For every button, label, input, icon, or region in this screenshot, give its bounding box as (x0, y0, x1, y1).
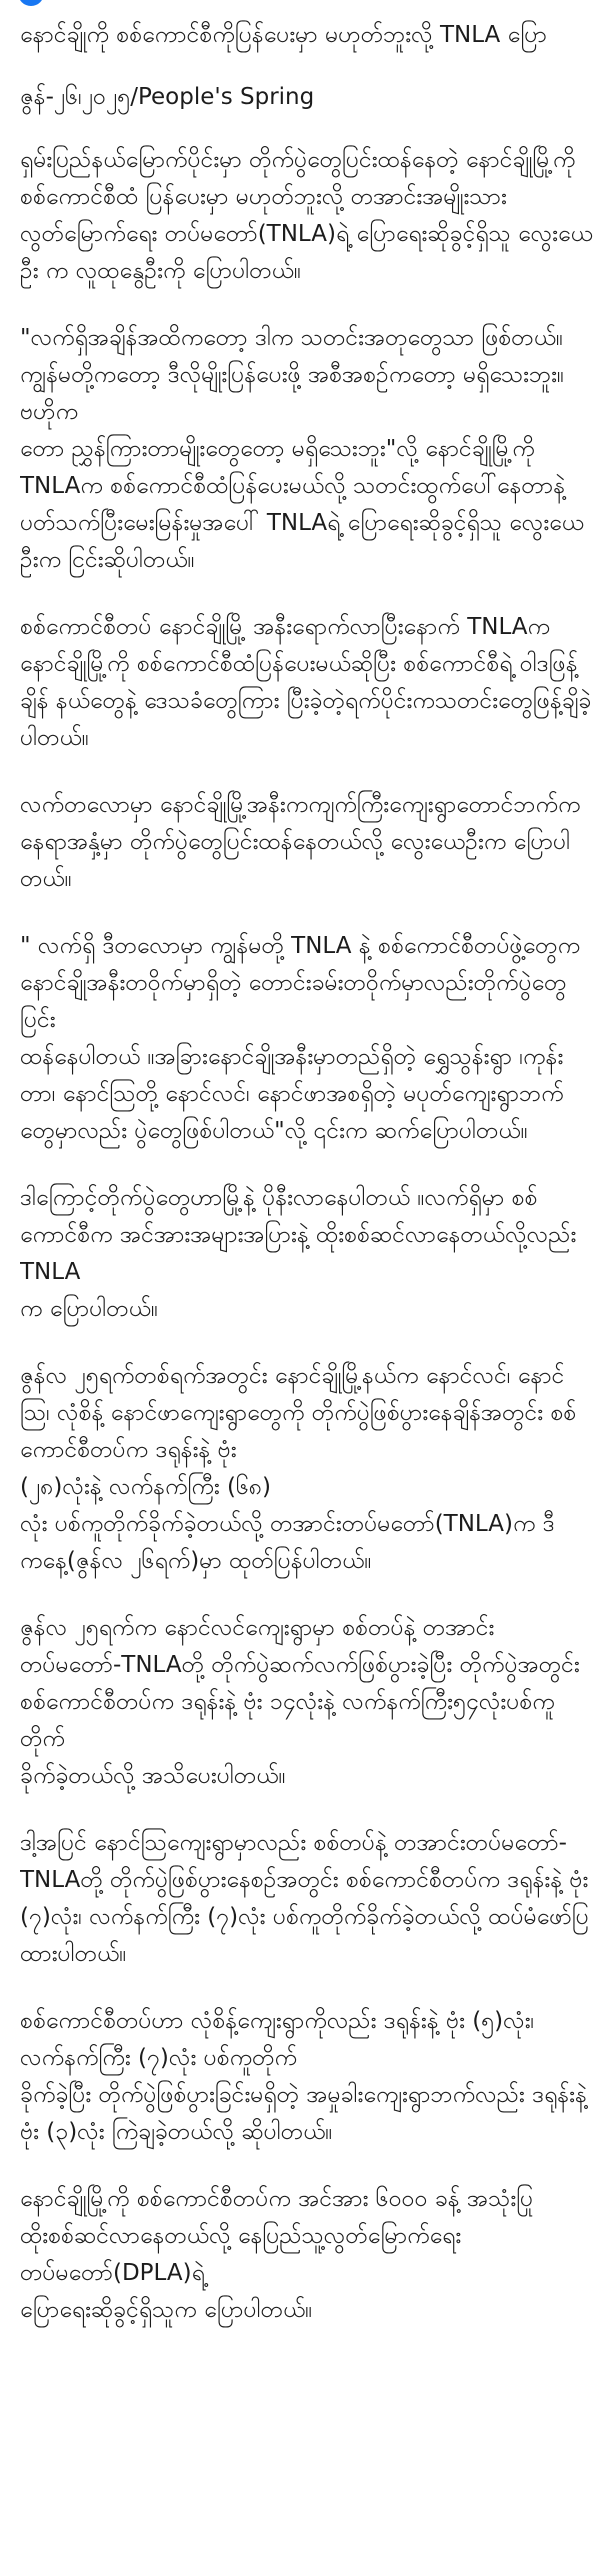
paragraph-7: ဇွန်လ ၂၅ရက်တစ်ရက်အတွင်း နောင်ချိုမြို့နယ်က နောင်လင်၊ နောင်ဩ၊ လုံစိန့် နောင်ဖာကျေးရွာတွေကို တိုက်ပွဲဖြစ်ပွားနေချိန်အတွင်း စစ်ကောင်စီတပ်က ဒရုန်းနဲ့ ဗုံး (၂၈)လုံးနဲ့ လက်နက်ကြီး (၆၈) လုံး ပစ်ကူတိုက်ခိုက်ခဲ့တယ်လို့ တအာင်းတပ်မတော်(TNLA)က ဒီကနေ့(ဇွန်လ ၂၆ရက်)မှာ ထုတ်ပြန်ပါတယ်။ (20, 1363, 577, 1574)
avatar-icon (18, 0, 44, 6)
paragraph-10: စစ်ကောင်စီတပ်ဟာ လုံစိန့်ကျေးရွာကိုလည်း ဒရုန်းနဲ့ ဗုံး (၅)လုံး၊ လက်နက်ကြီး (၇)လုံး ပစ်ကူတိုက် ခိုက်ခဲ့ပြီး တိုက်ပွဲဖြစ်ပွားခြင်းမရှိတဲ့ အမှုခါးကျေးရွာဘက်လည်း ဒရုန်းနဲ့ ဗုံး (၃)လုံး ကြဲချခဲ့တယ်လို့ ဆိုပါတယ်။ (20, 2008, 587, 2145)
paragraph-8: ဇွန်လ ၂၅ရက်က နောင်လင်ကျေးရွာမှာ စစ်တပ်နဲ့ တအာင်းတပ်မတော်-TNLAတို့ တိုက်ပွဲဆက်လက်ဖြစ်ပွားခဲ့ပြီး တိုက်ပွဲအတွင်း စစ်ကောင်စီတပ်က ဒရုန်းနဲ့ ဗုံး ၁၄လုံးနဲ့ လက်နက်ကြီး၅၄လုံးပစ်ကူတိုက် ခိုက်ခဲ့တယ်လို့ အသိပေးပါတယ်။ (20, 1615, 580, 1789)
paragraph-3: စစ်ကောင်စီတပ် နောင်ချိုမြို့ အနီးရောက်လာပြီးနောက် TNLAက နောင်ချိုမြို့ကို စစ်ကောင်စီထံပြန်ပေးမယ်ဆိုပြီး စစ်ကောင်စီရဲ့ ဝါဒဖြန့်ချိန် နယ်တွေနဲ့ ဒေသခံတွေကြား ပြီးခဲ့တဲ့ရက်ပိုင်းကသတင်းတွေဖြန့်ချိခဲ့ပါတယ်။ (20, 614, 592, 751)
top-strip (0, 0, 612, 10)
dateline: ဇွန်-၂၆၊၂၀၂၅/People's Spring (20, 84, 315, 110)
paragraph-4: လက်တလောမှာ နောင်ချိုမြို့အနီးကကျက်ကြီးကျေးရွာတောင်ဘက်က နေရာအနှံ့မှာ တိုက်ပွဲတွေပြင်းထန်နေတယ်လို့ လွေးယေဦးက ပြောပါတယ်။ (20, 792, 581, 892)
article (20, 18, 594, 2550)
paragraph-5: " လက်ရှိ ဒီတလောမှာ ကျွန်မတို့ TNLA နဲ့ စစ်ကောင်စီတပ်ဖွဲ့တွေက နောင်ချိုအနီးတဝိုက်မှာရှိတဲ့ တောင်းခမ်းတဝိုက်မှာလည်းတိုက်ပွဲတွေပြင်း ထန်နေပါတယ် ။အခြားနောင်ချိုအနီးမှာတည်ရှိတဲ့ ရွှေသွန်းရွာ ၊ကုန်းတာ၊ နောင်ဩတို့ နောင်လင်၊ နောင်ဖာအစရှိတဲ့ မပုတ်ကျေးရွာဘက်တွေမှာလည်း ပွဲတွေဖြစ်ပါတယ်"လို့ ၎င်းက ဆက်ပြောပါတယ်။ (20, 933, 581, 1144)
paragraph-6: ဒါကြောင့်တိုက်ပွဲတွေဟာမြို့နဲ့ ပိုနီးလာနေပါတယ် ။လက်ရှိမှာ စစ်ကောင်စီက အင်အားအများအပြားနဲ့ ထိုးစစ်ဆင်လာနေတယ်လို့လည်း TNLA က ပြောပါတယ်။ (20, 1185, 577, 1322)
paragraph-11: နောင်ချိုမြို့ကို စစ်ကောင်စီတပ်က အင်အား ၆၀၀၀ ခန့် အသုံးပြု ထိုးစစ်ဆင်လာနေတယ်လို့ နေပြည်သူ့လွတ်မြောက်ရေးတပ်မတော်(DPLA)ရဲ့ ပြောရေးဆိုခွင့်ရှိသူက ပြောပါတယ်။ (20, 2186, 534, 2323)
paragraph-1: ရှမ်းပြည်နယ်မြောက်ပိုင်းမှာ တိုက်ပွဲတွေပြင်းထန်နေတဲ့ နောင်ချိုမြို့ကို စစ်ကောင်စီထံ ပြန်ပေးမှာ မဟုတ်ဘူးလို့ တအာင်းအမျိုးသားလွတ်မြောက်ရေး တပ်မတော်(TNLA)ရဲ့ ပြောရေးဆိုခွင့်ရှိသူ လွေးယေဦး က လူထုနွေဦးကို ပြောပါတယ်။ (20, 147, 593, 284)
headline: နောင်ချိုကို စစ်ကောင်စီကိုပြန်ပေးမှာ မဟုတ်ဘူးလို့ TNLA ပြော (20, 22, 547, 48)
paragraph-9: ဒါ့အပြင် နောင်ဩကျေးရွာမှာလည်း စစ်တပ်နဲ့ တအာင်းတပ်မတော်-TNLAတို့ တိုက်ပွဲဖြစ်ပွားနေစဉ်အတွင်း စစ်ကောင်စီတပ်က ဒရုန်းနဲ့ ဗုံး (၇)လုံး၊ လက်နက်ကြီး (၇)လုံး ပစ်ကူတိုက်ခိုက်ခဲ့တယ်လို့ ထပ်မံဖော်ပြထားပါတယ်။ (20, 1830, 589, 1967)
paragraph-2: "လက်ရှိအချိန်အထိကတော့ ဒါက သတင်းအတုတွေသာ ဖြစ်တယ်။ ကျွန်မတို့ကတော့ ဒီလိုမျိုးပြန်ပေးဖို့ အစီအစဉ်ကတော့ မရှိသေးဘူး။ ဗဟိုက တော ညွှန်ကြားတာမျိုးတွေတော့ မရှိသေးဘူး"လို့ နောင်ချိုမြို့ကို TNLAက စစ်ကောင်စီထံပြန်ပေးမယ်လို့ သတင်းထွက်ပေါ်နေတာနဲ့ပတ်သက်ပြီးမေးမြန်းမှုအပေါ် TNLAရဲ့ ပြောရေးဆိုခွင့်ရှိသူ လွေးယေဦးက ငြင်းဆိုပါတယ်။ (20, 325, 584, 573)
